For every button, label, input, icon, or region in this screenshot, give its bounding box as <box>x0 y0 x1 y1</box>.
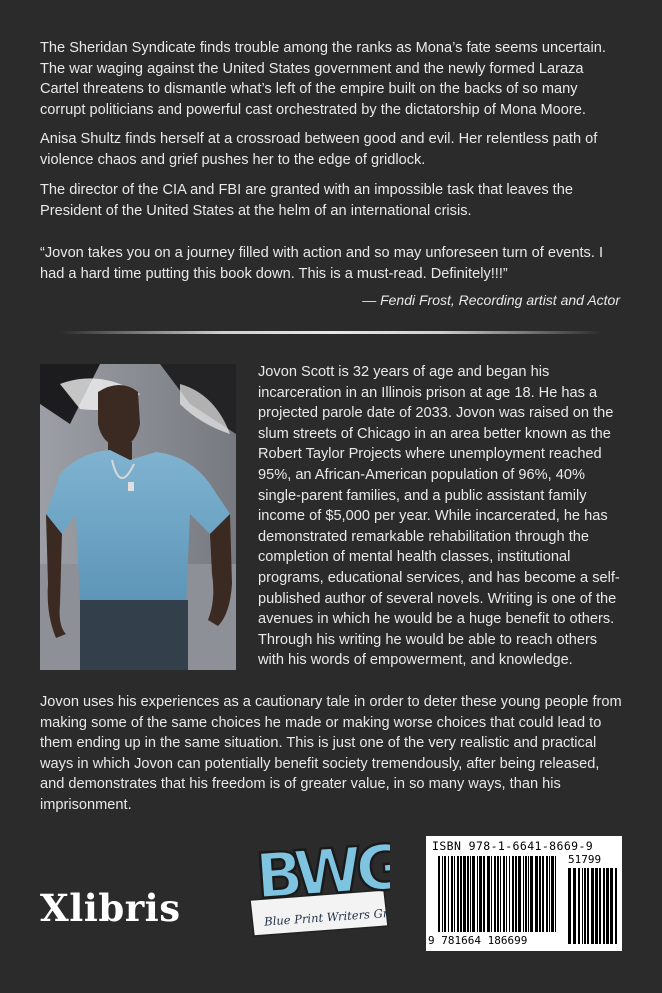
barcode-bar <box>591 868 594 944</box>
barcode-bar <box>470 856 471 932</box>
barcode-bar <box>587 868 589 944</box>
barcode-bar <box>525 856 527 932</box>
barcode-bar <box>487 856 490 932</box>
section-divider <box>60 331 602 334</box>
barcode-bar <box>444 856 446 932</box>
barcode-bar <box>497 856 499 932</box>
isbn-barcode <box>426 836 622 951</box>
bwg-logo-script: Blue Print Writers Group <box>263 904 390 929</box>
barcode-bar <box>442 856 443 932</box>
barcode-bar <box>573 868 576 944</box>
barcode-bar <box>483 856 485 932</box>
barcode-bar <box>603 868 605 944</box>
barcode-bar <box>463 856 466 932</box>
barcode-bar <box>551 856 554 932</box>
author-bio: Jovon Scott is 32 years of age and began his incarceration in an Illinois prison at age 18. He has a projected parole date of 2033. Jovon was raised on the slum streets of Chicago in an area better known as the Robert Taylor Projects where unemployment reached 95%, an African-American population of 96%, 40% single-parent families, and a public assistant family income of $5,000 per year. While incarcerated, he has demonstrated remarkable rehabilitation through the completion of mental health classes, institutional programs, educational services, and has become a self-published author of several novels. Writing is one of the avenues in which he would be a huge benefit to others. Through his writing he would be able to reach others with his words of empowerment, and knowledge. <box>258 364 620 669</box>
barcode-bar <box>467 856 469 932</box>
barcode-bar <box>506 856 507 932</box>
barcode-bar <box>530 856 533 932</box>
barcode-bar <box>518 856 521 932</box>
barcode-bar <box>542 856 544 932</box>
barcode-bar <box>555 856 556 932</box>
barcode-bar <box>503 856 505 932</box>
barcode-bar <box>595 868 598 944</box>
barcode-bar <box>494 856 496 932</box>
barcode-addon: 51799 <box>568 853 602 866</box>
barcode-bar <box>546 856 548 932</box>
barcode-bar <box>610 868 613 944</box>
barcode-bar <box>509 856 510 932</box>
testimonial-attribution: — Fendi Frost, Recording artist and Actor <box>362 292 620 308</box>
barcode-bar <box>599 868 601 944</box>
barcode-bar <box>438 856 440 932</box>
barcode-bar <box>606 868 609 944</box>
barcode-bar <box>451 856 453 932</box>
synopsis-paragraph-3: The director of the CIA and FBI are granted with an impossible task that leaves the President of the United States at the helm of an international crisis. <box>40 182 573 219</box>
synopsis-paragraph-1: The Sheridan Syndicate finds trouble among the ranks as Mona’s fate seems uncertain. The war waging against the United States government and the newly formed Laraza Cartel threatens to dismantle what’s left of the empire built on the backs of so many corrupt politicians and powerful cast orchestrated by the dictatorship of Mona Moore. <box>40 40 606 118</box>
barcode-bar <box>539 856 541 932</box>
barcode-bar <box>582 868 583 944</box>
barcode-bar <box>568 868 571 944</box>
barcode-bar <box>472 856 475 932</box>
barcode-bar <box>460 856 462 932</box>
bwg-logo-letters: BWG <box>253 830 390 914</box>
isbn-number: ISBN 978-1-6641-8669-9 <box>432 839 594 853</box>
author-closing-paragraph: Jovon uses his experiences as a cautionary tale in order to deter these young people from making some of the same choices he made or making worse choices that could lead to them ending up in the same situation. This is just one of the very realistic and practical ways in which Jovon can potentially benefit society tremendously, after being released, and demonstrates that his freedom is of greater value, in so many ways, than his imprisonment. <box>40 694 622 813</box>
barcode-bar <box>578 868 580 944</box>
author-photo <box>40 364 236 670</box>
barcode-bar <box>512 856 514 932</box>
ean-number: 9 781664 186699 <box>428 934 528 947</box>
barcode-bar <box>515 856 517 932</box>
barcode-bar <box>584 868 586 944</box>
barcode-bar <box>477 856 478 932</box>
barcode-bar <box>528 856 529 932</box>
barcode-bar <box>479 856 482 932</box>
barcode-bar <box>523 856 524 932</box>
barcode-bar <box>549 856 550 932</box>
barcode-bar <box>457 856 459 932</box>
publisher-logo: Xlibris <box>40 886 181 930</box>
barcode-bar <box>500 856 501 932</box>
barcode-bar <box>491 856 492 932</box>
bwg-logo <box>242 826 390 940</box>
synopsis-paragraph-2: Anisa Shultz finds herself at a crossroad between good and evil. Her relentless path of violence chaos and grief pushes her to the edge of gridlock. <box>40 131 598 168</box>
barcode-bar <box>535 856 538 932</box>
barcode-bar <box>454 856 455 932</box>
testimonial-quote: “Jovon takes you on a journey filled with action and so may unforeseen turn of events. I had a hard time putting this book down. This is a must-read. Definitely!!!” <box>40 245 603 282</box>
barcode-bar <box>448 856 449 932</box>
barcode-bar <box>615 868 617 944</box>
